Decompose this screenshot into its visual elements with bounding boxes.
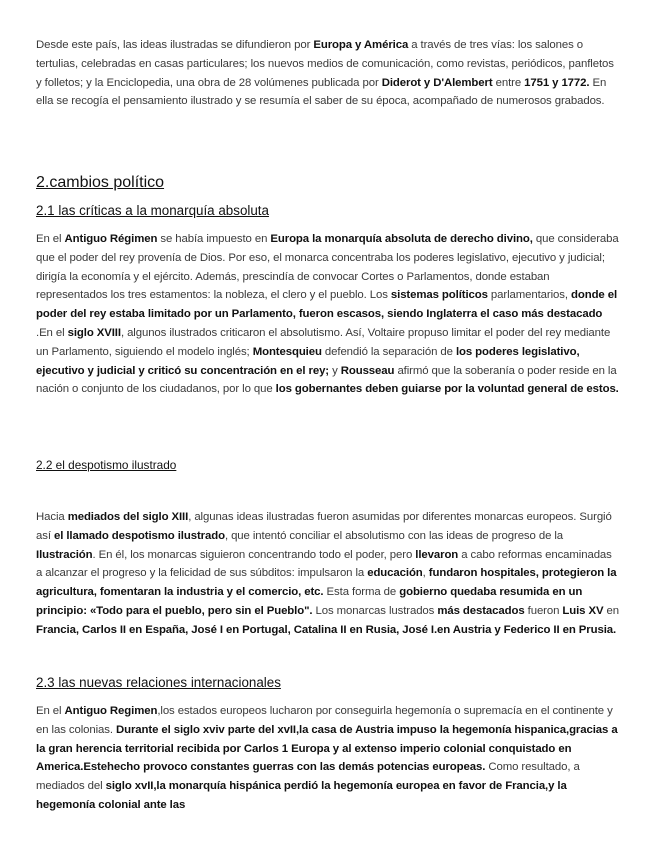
bold-text-run: más destacados [437, 604, 525, 617]
bold-text-run: llevaron [415, 548, 459, 561]
text-run: a través de tres vías: los salones o tertulias, celebradas en casas particulares; los nuevos medios de comunicación, como revistas, periódicos, panfletos y folletos; y la Enciclopedia, una obra de 28 volúmenes publicada por [36, 39, 614, 89]
bold-text-run: Europa la monarquía absoluta de derecho divino, [270, 233, 533, 245]
text-run: Desde este país, las ideas ilustradas se difundieron por [36, 39, 314, 51]
text-run: En ella se recogía el pensamiento ilustrado y se resumía el saber de su época, acompañado de numerosos grabados. [36, 76, 607, 108]
text-run: se había impuesto en [157, 233, 271, 245]
text-run: y [329, 364, 341, 377]
bold-text-run: los poderes legislativo, ejecutivo y judicial y criticó su concentración en el rey; [36, 345, 580, 377]
text-run: , algunos ilustrados criticaron el absolutismo. Así, Voltaire propuso limitar el poder del rey mediante un Parlamento, siguiendo el modelo inglés; [36, 326, 611, 358]
bold-text-run: Antiguo Régimen [64, 233, 158, 245]
text-run: , algunas ideas ilustradas fueron asumidas por diferentes monarcas europeos. Surgió así [36, 511, 612, 542]
bold-text-run: Antiguo Regimen [64, 705, 158, 717]
text-run: a cabo reformas encaminadas a alcanzar el progreso y la felicidad de sus súbditos: impulsaron la [36, 548, 612, 580]
bold-text-run: 1751 y 1772. [524, 76, 590, 89]
text-run: afirmó que la soberanía o poder reside en la nación o conjunto de los ciudadanos, por lo que [36, 364, 617, 396]
text-run: entre [492, 76, 525, 89]
bold-text-run: Ilustración [36, 548, 93, 561]
text-run: .En el [36, 326, 68, 339]
text-run: En el [36, 233, 65, 245]
bold-text-run: Diderot y D'Alembert [381, 76, 493, 89]
text-run: . En él, los monarcas siguieron concentrando todo el poder, pero [92, 548, 416, 561]
bold-text-run: fundaron hospitales, protegieron la agricultura, fomentaran la industria y el comercio, etc. [36, 567, 617, 599]
text-run: Esta forma de [323, 586, 400, 599]
subsection-heading-relaciones: 2.3 las nuevas relaciones internacionales [36, 675, 281, 690]
bold-text-run: Luis XV [562, 604, 604, 617]
text-run: ,los estados europeos lucharon por conseguirla hegemonía o supremacía en el continente y en las colonias. [36, 705, 613, 736]
bold-text-run: Durante el siglo xviv parte del xvII,la casa de Austria impuso la hegemonía hispanica,gracias a la gran herencia territorial recibida por Carlos 1 Europa y al extenso imperio colonial conquistado en America.Estehecho provoco constantes guerras con las demás potencias europeas. [36, 723, 618, 774]
bold-text-run: mediados del siglo XIII [67, 511, 189, 523]
section-heading-cambios-politico: 2.cambios político [36, 174, 165, 191]
despotismo-paragraph [36, 508, 621, 640]
bold-text-run: siglo XVIII [67, 326, 121, 339]
subsection-heading-despotismo: 2.2 el despotismo ilustrado [36, 458, 177, 472]
bold-text-run: Montesquieu [252, 345, 322, 358]
relaciones-paragraph [36, 702, 621, 815]
bold-text-run: educación [367, 567, 423, 580]
text-run: , que intentó conciliar el absolutismo con las ideas de progreso de la [224, 529, 564, 542]
text-run: En el [36, 705, 65, 717]
bold-text-run: donde el poder del rey estaba limitado por un Parlamento, fueron escasos, siendo Inglaterra el caso más destacado [36, 289, 618, 321]
text-run: Como resultado, a mediados del [36, 761, 580, 793]
bold-text-run: gobierno quedaba resumida en un principio: «Todo para el pueblo, pero sin el Pueblo". [36, 586, 583, 617]
bold-text-run: sistemas políticos [390, 289, 488, 302]
intro-paragraph [36, 36, 621, 111]
subsection-heading-criticas-monarquia: 2.1 las críticas a la monarquía absoluta [36, 203, 269, 218]
text-run: Los monarcas lustrados [312, 604, 438, 617]
bold-text-run: siglo xvII,la monarquía hispánica perdió la hegemonía europea en favor de Francia,y la hegemonía colonial ante las [36, 780, 567, 811]
bold-text-run: el llamado despotismo ilustrado [53, 529, 225, 542]
text-run: fueron [524, 604, 563, 617]
bold-text-run: Francia, Carlos II en España, José I en Portugal, Catalina II en Rusia, José I.en Austria y Federico II en Prusia. [36, 623, 617, 636]
text-run: parlamentarios, [487, 289, 571, 302]
text-run: , [422, 567, 429, 580]
bold-text-run: Rousseau [340, 364, 395, 377]
bold-text-run: Europa y América [313, 39, 409, 51]
text-run: Hacia [36, 511, 68, 523]
text-run: defendió la separación de [321, 345, 456, 358]
bold-text-run: los gobernantes deben guiarse por la voluntad general de estos. [275, 383, 619, 396]
text-run: que consideraba que el poder del rey provenía de Dios. Por eso, el monarca concentraba los poderes legislativo, ejecutivo y judicial; dirigía la economía y el ejército. Además, prescindía de convocar Cortes o Parlamentos, donde estaban representados los tres estamentos: la nobleza, el clero y el pueblo. Los [36, 233, 619, 302]
text-run: en [603, 604, 620, 617]
criticas-paragraph [36, 230, 621, 399]
